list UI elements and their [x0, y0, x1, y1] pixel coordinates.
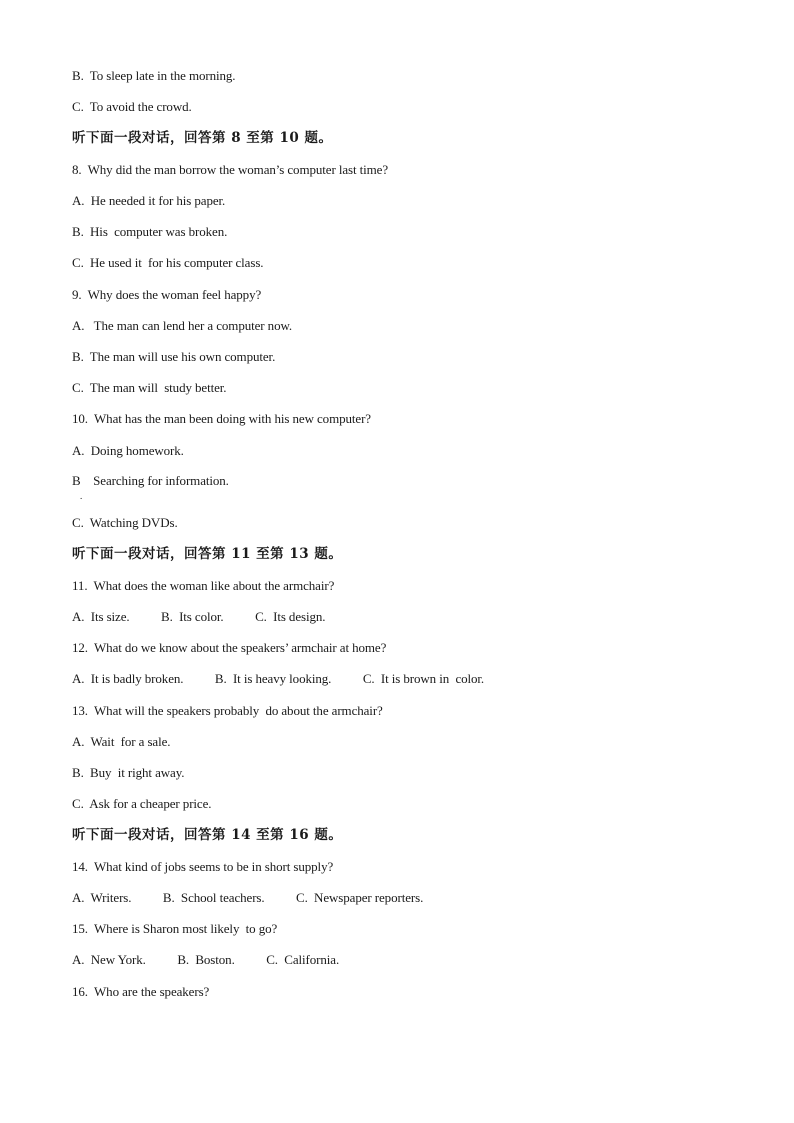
option-10a: A. Doing homework. — [72, 443, 184, 458]
option-8a: A. He needed it for his paper. — [72, 193, 226, 208]
option-7b: B. To sleep late in the morning. — [72, 68, 236, 83]
question-13: 13. What will the speakers probably do about the armchair? — [72, 703, 383, 718]
question-11: 11. What does the woman like about the armchair? — [72, 578, 335, 593]
section-heading-8-10: 听下面一段对话，回答第 8 至第 10 题。 — [72, 130, 333, 146]
option-9b: B. The man will use his own computer. — [72, 349, 276, 364]
option-13b: B. Buy it right away. — [72, 765, 185, 780]
options-15: A. New York. B. Boston. C. California. — [72, 952, 340, 967]
option-13c: C. Ask for a cheaper price. — [72, 796, 212, 811]
question-14: 14. What kind of jobs seems to be in short supply? — [72, 859, 334, 874]
option-8c: C. He used it for his computer class. — [72, 255, 264, 270]
section-heading-11-13: 听下面一段对话，回答第 11 至第 13 题。 — [72, 546, 343, 562]
options-11: A. Its size. B. Its color. C. Its design. — [72, 609, 326, 624]
option-10c: C. Watching DVDs. — [72, 515, 178, 530]
option-10b: B Searching for information. — [72, 473, 229, 488]
question-10: 10. What has the man been doing with his new computer? — [72, 411, 371, 426]
option-13a: A. Wait for a sale. — [72, 734, 171, 749]
option-7c: C. To avoid the crowd. — [72, 99, 192, 114]
option-8b: B. His computer was broken. — [72, 224, 228, 239]
question-9: 9. Why does the woman feel happy? — [72, 287, 262, 302]
options-14: A. Writers. B. School teachers. C. Newspaper reporters. — [72, 890, 424, 905]
question-15: 15. Where is Sharon most likely to go? — [72, 921, 278, 936]
option-9a: A. The man can lend her a computer now. — [72, 318, 293, 333]
options-12: A. It is badly broken. B. It is heavy looking. C. It is brown in color. — [72, 671, 485, 686]
stray-dot: . — [80, 491, 83, 501]
option-9c: C. The man will study better. — [72, 380, 227, 395]
question-12: 12. What do we know about the speakers’ armchair at home? — [72, 640, 387, 655]
section-heading-14-16: 听下面一段对话，回答第 14 至第 16 题。 — [72, 827, 343, 843]
question-8: 8. Why did the man borrow the woman’s computer last time? — [72, 162, 389, 177]
question-16: 16. Who are the speakers? — [72, 984, 210, 999]
